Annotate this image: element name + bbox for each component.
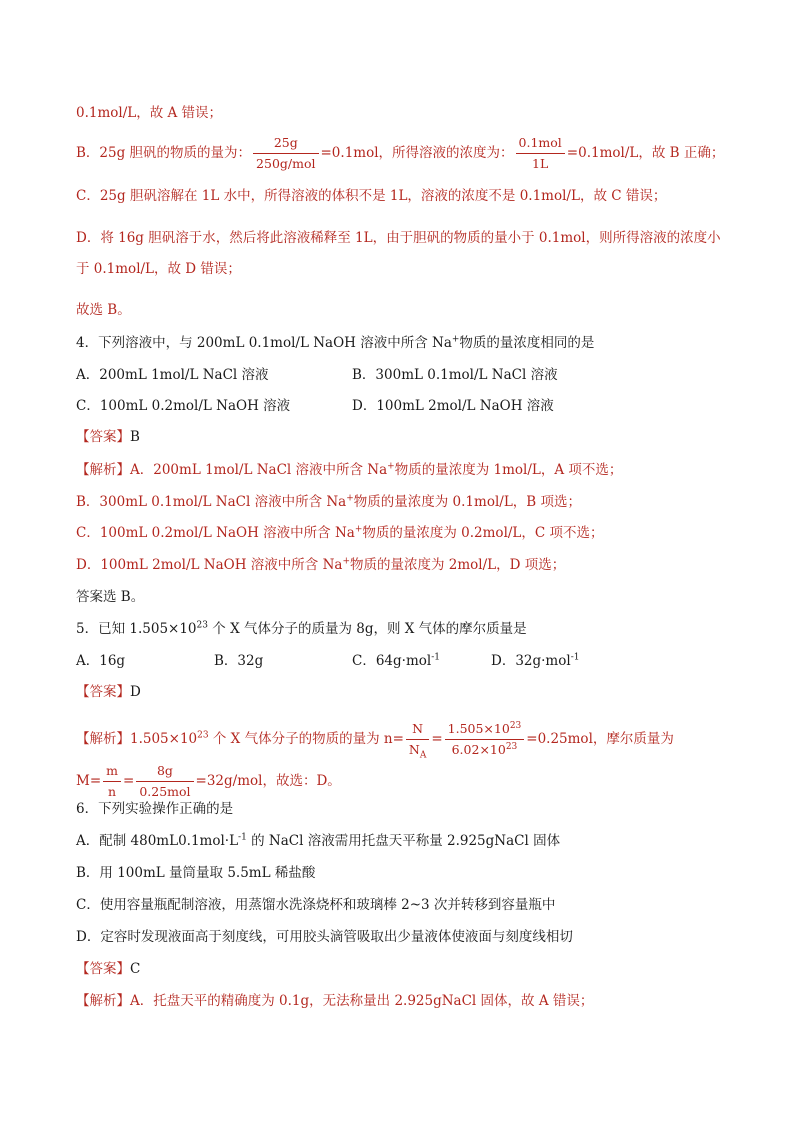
q5-analysis-text: 个 X 气体分子的物质的量为 n= bbox=[208, 731, 404, 747]
exponent: 23 bbox=[509, 720, 522, 731]
q3-explanation-line-1: 0.1mol/L，故 A 错误； bbox=[76, 105, 223, 121]
q4-analysis-text: C．100mL 0.2mol/L NaOH 溶液中所含 Na bbox=[76, 525, 355, 541]
fraction-numerator: m bbox=[103, 762, 121, 782]
q4-stem-text-2: 物质的量浓度相同的是 bbox=[459, 335, 595, 351]
analysis-tag: 【解析】 bbox=[76, 462, 130, 478]
answer-tag: 【答案】 bbox=[76, 961, 130, 977]
q5-stem-text-2: 个 X 气体分子的质量为 8g，则 X 气体的摩尔质量是 bbox=[207, 621, 527, 637]
equals-sign: = bbox=[123, 773, 135, 789]
exponent: 23 bbox=[505, 741, 518, 752]
q6-option-a bbox=[76, 832, 560, 850]
fraction-denominator: 250g/mol bbox=[256, 156, 316, 171]
exponent: -1 bbox=[431, 652, 440, 663]
q6-question-stem: 6．下列实验操作正确的是 bbox=[76, 801, 234, 817]
q3-explanation-option-c: C．25g 胆矾溶解在 1L 水中，所得溶液的体积不是 1L，溶液的浓度不是 0.1mol/L，故 C 错误； bbox=[76, 188, 667, 204]
superscript: + bbox=[354, 524, 363, 535]
q5-stem-text-1: 5．已知 1.505×10 bbox=[76, 621, 197, 637]
q6-option-c: C．使用容量瓶配制溶液，用蒸馏水洗涤烧杯和玻璃棒 2~3 次并转移到容量瓶中 bbox=[76, 897, 556, 913]
q4-question-stem bbox=[76, 334, 594, 352]
answer-value: C bbox=[130, 961, 141, 977]
q5-option-d-text: D．32g·mol bbox=[491, 653, 571, 669]
q3-explanation-option-b bbox=[76, 134, 724, 173]
q4-final-answer: 答案选 B。 bbox=[76, 589, 145, 605]
fraction-denominator bbox=[445, 740, 525, 759]
q3-explanation-option-d-line-2: 于 0.1mol/L，故 D 错误； bbox=[76, 261, 241, 277]
q6-option-a-text-2: 的 NaCl 溶液需用托盘天平称量 2.925gNaCl 固体 bbox=[246, 833, 561, 849]
fraction-numerator-text: 1.505×10 bbox=[447, 721, 510, 736]
q4-option-b: B．300mL 0.1mol/L NaCl 溶液 bbox=[352, 367, 558, 383]
answer-value: B bbox=[130, 429, 140, 445]
q4-analysis-line-2 bbox=[76, 493, 581, 511]
fraction-mass-over-molar-mass bbox=[253, 134, 318, 173]
superscript: + bbox=[451, 334, 460, 345]
fraction-numerator bbox=[445, 720, 525, 740]
q4-analysis-text: 物质的量浓度为 0.2mol/L，C 项不选； bbox=[362, 525, 604, 541]
q3-explanation-option-d-line-1: D．将 16g 胆矾溶于水，然后将此溶液稀释至 1L，由于胆矾的物质的量小于 0.1mol，则所得溶液的浓度小 bbox=[76, 230, 721, 246]
q4-analysis-text: 物质的量浓度为 2mol/L，D 项选； bbox=[349, 557, 566, 573]
q5-option-c bbox=[352, 652, 440, 670]
q3-b-text-2: =0.1mol，所得溶液的浓度为： bbox=[320, 145, 514, 161]
q3-b-text-3: =0.1mol/L，故 B 正确； bbox=[566, 145, 725, 161]
q5-option-a: A．16g bbox=[76, 653, 126, 669]
answer-tag: 【答案】 bbox=[76, 429, 130, 445]
q4-option-d: D．100mL 2mol/L NaOH 溶液 bbox=[352, 398, 554, 414]
q5-analysis-text: =32g/mol，故选：D。 bbox=[195, 773, 341, 789]
equals-sign: = bbox=[431, 731, 443, 747]
fraction-moles-over-volume bbox=[516, 134, 565, 173]
superscript: + bbox=[346, 493, 354, 504]
q6-answer bbox=[76, 960, 140, 978]
q4-analysis-text: A．200mL 1mol/L NaCl 溶液中所含 Na bbox=[130, 462, 388, 478]
q4-analysis-text: D．100mL 2mol/L NaOH 溶液中所含 Na bbox=[76, 557, 343, 573]
exponent: -1 bbox=[238, 832, 247, 843]
q4-answer bbox=[76, 428, 140, 446]
superscript: + bbox=[387, 461, 395, 472]
exponent: 23 bbox=[197, 730, 209, 741]
fraction-m-over-n bbox=[103, 762, 121, 801]
analysis-tag: 【解析】 bbox=[76, 993, 130, 1009]
q4-analysis-text: B．300mL 0.1mol/L NaCl 溶液中所含 Na bbox=[76, 494, 347, 510]
q5-analysis-line-2 bbox=[76, 762, 341, 801]
q3-b-text-1: B．25g 胆矾的物质的量为： bbox=[76, 145, 252, 161]
q4-analysis-text: 物质的量浓度为 1mol/L，A 项不选； bbox=[394, 462, 623, 478]
fraction-denominator-text: N bbox=[408, 742, 420, 757]
q4-analysis-line-3 bbox=[76, 524, 604, 542]
q5-option-b: B．32g bbox=[214, 653, 264, 669]
q5-option-c-text: C．64g·mol bbox=[352, 653, 432, 669]
fraction-particles-over-avogadro bbox=[445, 720, 525, 759]
q4-analysis-line-1 bbox=[76, 461, 622, 479]
fraction-mass-over-moles bbox=[136, 762, 193, 801]
q6-analysis-text: A．托盘天平的精确度为 0.1g，无法称量出 2.925gNaCl 固体，故 A 错误； bbox=[130, 993, 594, 1009]
q3-conclusion: 故选 B。 bbox=[76, 302, 131, 318]
q4-analysis-line-4 bbox=[76, 556, 565, 574]
q6-option-b: B．用 100mL 量筒量取 5.5mL 稀盐酸 bbox=[76, 865, 316, 881]
fraction-numerator: 0.1mol bbox=[516, 134, 565, 154]
superscript: + bbox=[342, 556, 350, 567]
q6-option-d: D．定容时发现液面高于刻度线，可用胶头滴管吸取出少量液体使液面与刻度线相切 bbox=[76, 929, 573, 945]
fraction-denominator: n bbox=[108, 784, 117, 799]
fraction-denominator bbox=[406, 740, 429, 759]
answer-value: D bbox=[130, 684, 141, 700]
exponent: -1 bbox=[570, 652, 580, 663]
q6-analysis-line-1 bbox=[76, 992, 593, 1010]
subscript: A bbox=[419, 750, 427, 761]
exponent: 23 bbox=[196, 620, 208, 631]
q5-analysis-text: M= bbox=[76, 773, 102, 789]
q4-analysis-text: 物质的量浓度为 0.1mol/L，B 项选； bbox=[353, 494, 581, 510]
q6-option-a-text-1: A．配制 480mL0.1mol·L bbox=[76, 833, 239, 849]
q4-stem-text-1: 4．下列溶液中，与 200mL 0.1mol/L NaOH 溶液中所含 Na bbox=[76, 335, 452, 351]
fraction-n-over-na bbox=[406, 720, 429, 759]
q5-analysis-text: 1.505×10 bbox=[130, 731, 198, 747]
q5-analysis-line-1 bbox=[76, 720, 674, 759]
answer-tag: 【答案】 bbox=[76, 684, 130, 700]
fraction-numerator: 8g bbox=[136, 762, 193, 782]
fraction-denominator: 0.25mol bbox=[139, 784, 191, 799]
fraction-denominator: 1L bbox=[532, 156, 549, 171]
q4-option-c: C．100mL 0.2mol/L NaOH 溶液 bbox=[76, 398, 291, 414]
q5-question-stem bbox=[76, 620, 527, 638]
fraction-denominator-text: 6.02×10 bbox=[451, 742, 506, 757]
q5-answer bbox=[76, 683, 141, 701]
q5-analysis-text: =0.25mol，摩尔质量为 bbox=[526, 731, 674, 747]
analysis-tag: 【解析】 bbox=[76, 731, 130, 747]
fraction-numerator: 25g bbox=[253, 134, 318, 154]
fraction-numerator: N bbox=[406, 720, 429, 740]
q5-option-d bbox=[491, 652, 579, 670]
q4-option-a: A．200mL 1mol/L NaCl 溶液 bbox=[76, 367, 269, 383]
